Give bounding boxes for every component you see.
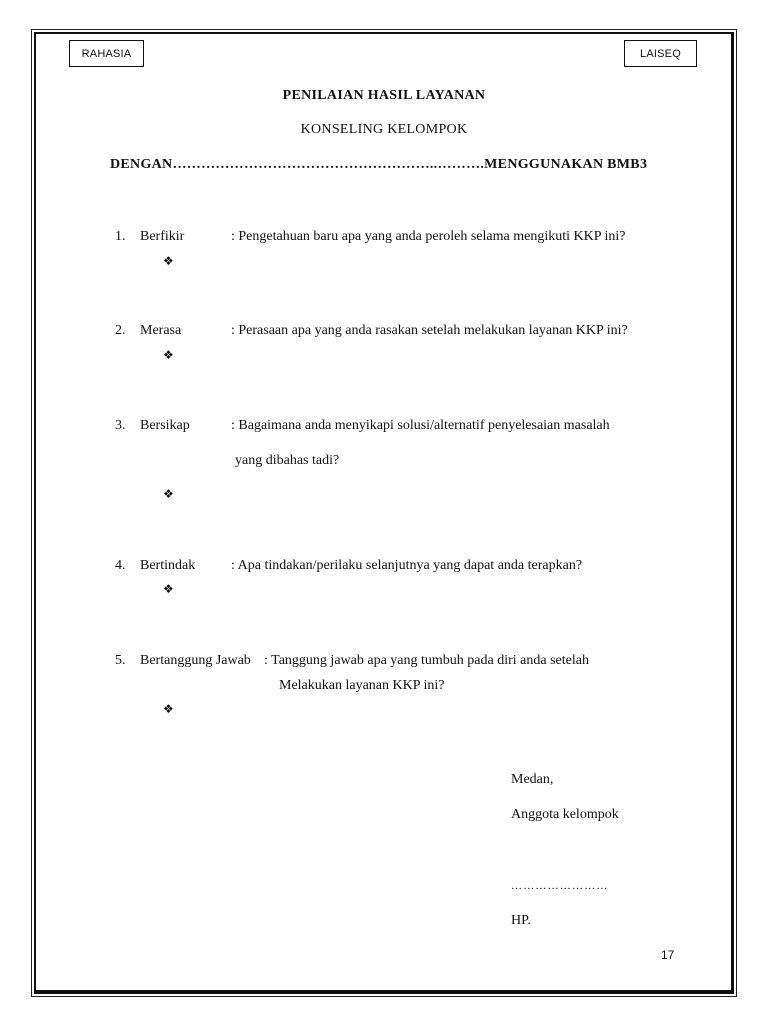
page-number: 17 <box>661 948 675 962</box>
signature-dots-line: …………………… <box>511 880 609 892</box>
question-1-number: 1. <box>115 229 126 244</box>
question-5-label: Bertanggung Jawab <box>140 653 251 668</box>
question-3-number: 3. <box>115 418 126 433</box>
question-2-number: 2. <box>115 323 126 338</box>
question-5-text: : Tanggung jawab apa yang tumbuh pada diri anda setelah <box>264 653 589 668</box>
title-line-2: KONSELING KELOMPOK <box>300 122 468 137</box>
question-3-text: : Bagaimana anda menyikapi solusi/alternatif penyelesaian masalah <box>231 418 610 433</box>
signature-role: Anggota kelompok <box>511 807 619 822</box>
question-1-bullet-icon: ❖ <box>163 254 174 268</box>
question-1-label: Berfikir <box>140 229 185 244</box>
question-4-label: Bertindak <box>140 558 196 573</box>
question-2-label: Merasa <box>140 323 182 338</box>
question-4-text: : Apa tindakan/perilaku selanjutnya yang dapat anda terapkan? <box>231 558 583 573</box>
signature-hp: HP. <box>511 913 531 928</box>
question-3-bullet-icon: ❖ <box>163 487 174 501</box>
page-border-inner <box>34 32 734 994</box>
tag-laiseq: LAISEQ <box>624 40 697 67</box>
question-2-bullet-icon: ❖ <box>163 348 174 362</box>
tag-rahasia: RAHASIA <box>69 40 144 67</box>
question-5-bullet-icon: ❖ <box>163 702 174 716</box>
question-3-text-continued: yang dibahas tadi? <box>235 453 340 468</box>
question-5-number: 5. <box>115 653 126 668</box>
question-1-text: : Pengetahuan baru apa yang anda peroleh selama mengikuti KKP ini? <box>231 229 626 244</box>
signature-city: Medan, <box>511 772 554 787</box>
question-3-label: Bersikap <box>140 418 190 433</box>
question-2-text: : Perasaan apa yang anda rasakan setelah melakukan layanan KKP ini? <box>231 323 628 338</box>
question-5-text-continued: Melakukan layanan KKP ini? <box>279 678 445 693</box>
title-line-1: PENILAIAN HASIL LAYANAN <box>282 88 486 103</box>
question-4-bullet-icon: ❖ <box>163 582 174 596</box>
title-line-3: DENGAN………………………………………………..……….MENGGUNAKAN BMB3 <box>110 157 648 172</box>
question-4-number: 4. <box>115 558 126 573</box>
